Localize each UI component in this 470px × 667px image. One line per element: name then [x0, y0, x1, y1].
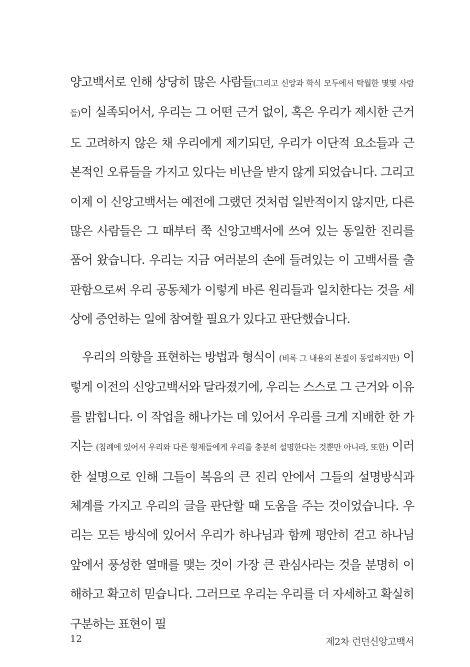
paragraph-2-text: 이렇게 이전의 신앙고백서와 달라졌기에, 우리는 스스로 그 근거와 이유를 밝힙니다. 이 작업을 해나가는 데 있어서 우리를 크게 지배한 한 가지는: [70, 350, 414, 454]
running-title: 제2차 런던신앙고백서: [325, 637, 414, 648]
paragraph-1: [70, 68, 414, 335]
page-number: 12: [70, 634, 83, 645]
paragraph-1-text: 양고백서로 인해 상당히 많은 사람들: [70, 75, 254, 89]
paragraph-1-text: 이 실족되어서, 우리는 그 어떤 근거 없이, 혹은 우리가 제시한 근거도 고려하지 않은 채 우리에게 제기되던, 우리가 이단적 요소들과 근본적인 오류들을 가지고 있다는 비난을 받지 않게 되었습니다. 그리고 이제 이 신앙고백서는 예전에 그랬던 것처럼 일반적이지 않지만, 다른 많은 사람들은 그 때부터 쭉 신앙고백서에 쓰여 있는 동일한 진리를 품어 왔습니다. 우리는 지금 여러분의 손에 들려있는 이 고백서를 출판함으로써 우리 공동체가 이렇게 바른 원리들과 일치한다는 것을 세상에 증언하는 일에 참여할 필요가 있다고 판단했습니다.: [70, 105, 414, 327]
paragraph-2: [70, 343, 414, 639]
paragraph-2-text: 이러한 설명으로 인해 그들이 복음의 큰 진리 안에서 그들의 설명방식과 체계를 가지고 우리의 글을 판단할 때 도움을 주는 것이었습니다. 우리는 모든 방식에 있어서 우리가 하나님과 함께 평안히 걷고 하나님 앞에서 풍성한 열매를 맺는 것이 가장 큰 관심사라는 것을 분명히 이해하고 확고히 믿습니다. 그러므로 우리는 우리를 더 자세하고 확실히 구분하는 표현이 필: [70, 439, 414, 631]
paragraph-2-parenthetical: (침례에 있어서 우리와 다른 형제들에게 우리를 충분히 설명한다는 것뿐만 아니라, 또한): [95, 443, 389, 453]
paragraph-1-parenthetical: (그리고 신앙과 학식 모두에서 탁월한 몇몇 사람들): [70, 79, 414, 119]
paragraph-2-parenthetical: (비록 그 내용의 본질이 동일하지만): [279, 354, 400, 363]
paragraph-2-text: 우리의 의향을 표현하는 방법과 형식이: [82, 350, 280, 364]
